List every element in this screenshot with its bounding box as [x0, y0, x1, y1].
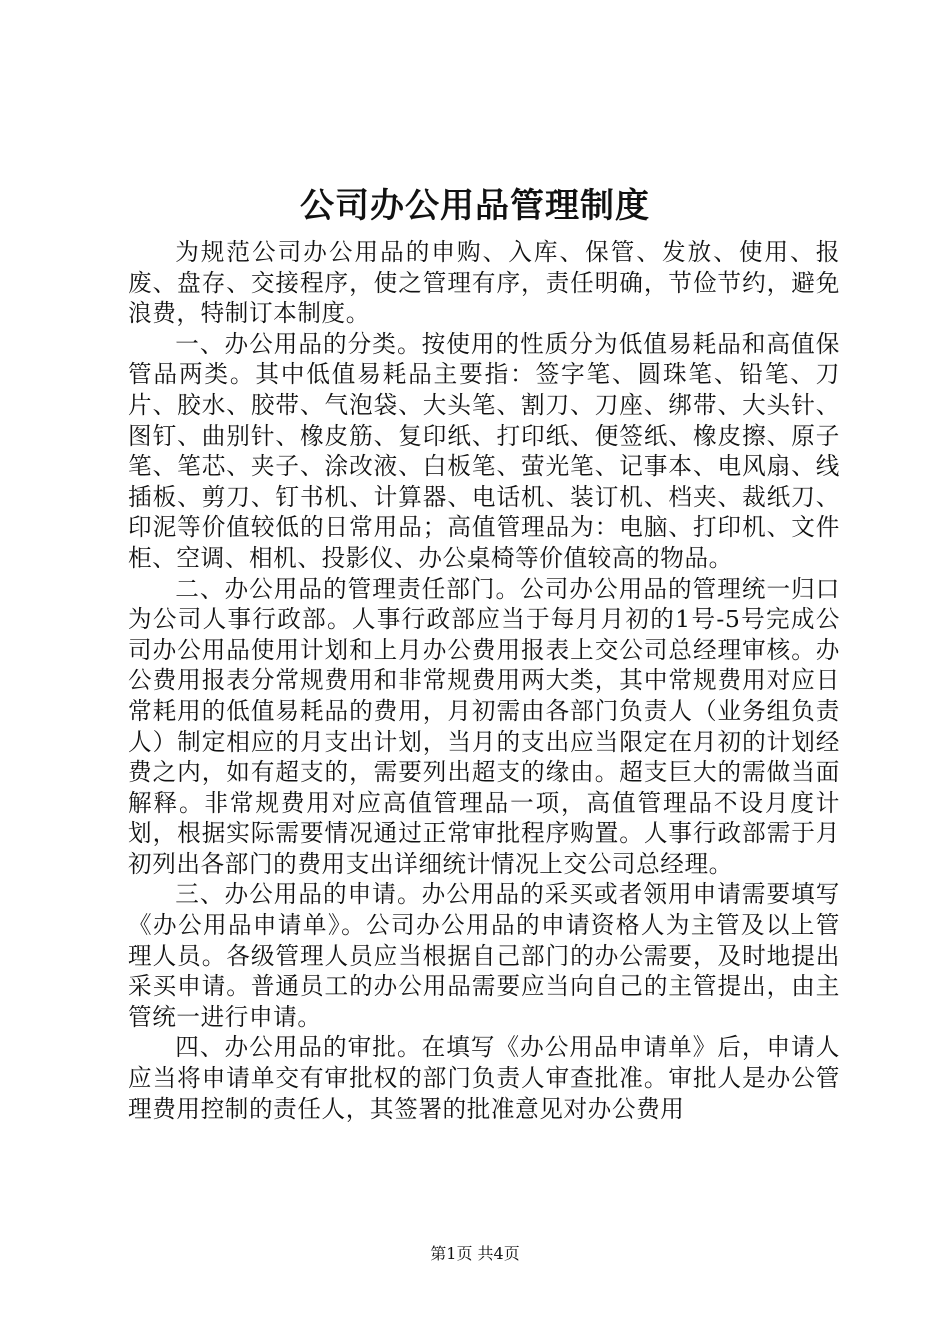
paragraph-section-3: 三、办公用品的申请。办公用品的采买或者领用申请需要填写《办公用品申请单》。公司办公用品的申请资格人为主管及以上管理人员。各级管理人员应当根据自己部门的办公需要，及时地提出采买申请。普通员工的办公用品需要应当向自己的主管提出，由主管统一进行申请。 [128, 880, 840, 1031]
document-body [128, 237, 840, 1124]
paragraph-section-1: 一、办公用品的分类。按使用的性质分为低值易耗品和高值保管品两类。其中低值易耗品主要指：签字笔、圆珠笔、铅笔、刀片、胶水、胶带、气泡袋、大头笔、割刀、刀座、绑带、大头针、图钉、曲别针、橡皮筋、复印纸、打印纸、便签纸、橡皮擦、原子笔、笔芯、夹子、涂改液、白板笔、萤光笔、记事本、电风扇、线插板、剪刀、钉书机、计算器、电话机、装订机、档夹、裁纸刀、印泥等价值较低的日常用品；高值管理品为：电脑、打印机、文件柜、空调、相机、投影仪、办公桌椅等价值较高的物品。 [128, 329, 840, 572]
paragraph-intro: 为规范公司办公用品的申购、入库、保管、发放、使用、报废、盘存、交接程序，使之管理有序，责任明确，节俭节约，避免浪费，特制订本制度。 [128, 238, 840, 328]
document-title: 公司办公用品管理制度 [300, 186, 650, 226]
page-number-footer: 第1页 共4页 [430, 1244, 520, 1263]
paragraph-section-4: 四、办公用品的审批。在填写《办公用品申请单》后，申请人应当将申请单交有审批权的部门负责人审查批准。审批人是办公管理费用控制的责任人，其签署的批准意见对办公费用 [128, 1033, 840, 1123]
paragraph-section-2: 二、办公用品的管理责任部门。公司办公用品的管理统一归口为公司人事行政部。人事行政部应当于每月月初的1号-5号完成公司办公用品使用计划和上月办公费用报表上交公司总经理审核。办公费用报表分常规费用和非常规费用两大类，其中常规费用对应日常耗用的低值易耗品的费用，月初需由各部门负责人（业务组负责人）制定相应的月支出计划，当月的支出应当限定在月初的计划经费之内，如有超支的，需要列出超支的缘由。超支巨大的需做当面解释。非常规费用对应高值管理品一项，高值管理品不设月度计划，根据实际需要情况通过正常审批程序购置。人事行政部需于月初列出各部门的费用支出详细统计情况上交公司总经理。 [128, 574, 840, 878]
